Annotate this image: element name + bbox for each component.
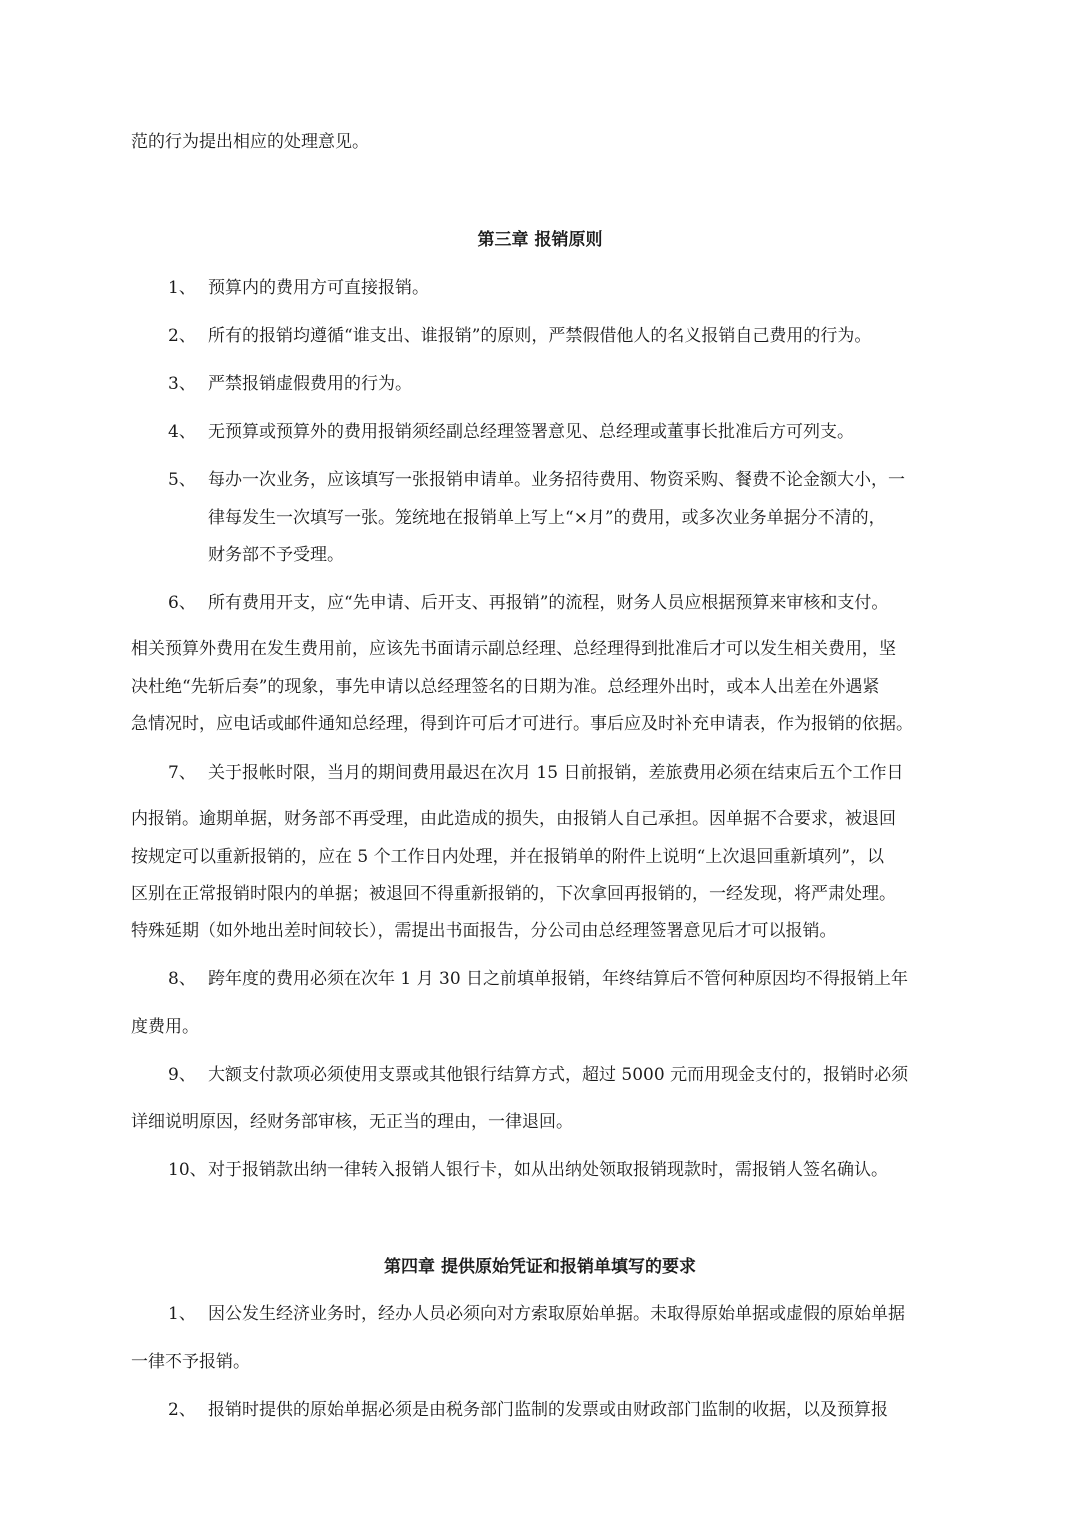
list-item-continuation: 一律不予报销。 [131,1352,250,1372]
chapter4-title: 第四章 提供原始凭证和报销单填写的要求 [384,1257,696,1277]
list-item: 2、 报销时提供的原始单据必须是由税务部门监制的发票或由财政部门监制的收据，以及预算报 [168,1400,888,1420]
list-item-continuation: 区别在正常报销时限内的单据；被退回不得重新报销的，下次拿回再报销的，一经发现，将严肃处理。 [131,884,896,904]
list-item-continuation: 特殊延期（如外地出差时间较长），需提出书面报告，分公司由总经理签署意见后才可以报销。 [131,921,837,941]
list-item: 1、 预算内的费用方可直接报销。 [168,278,429,298]
list-item: 3、 严禁报销虚假费用的行为。 [168,374,412,394]
intro-text: 范的行为提出相应的处理意见。 [131,132,369,152]
list-item-continuation: 决杜绝“先斩后奏”的现象，事先申请以总经理签名的日期为准。总经理外出时，或本人出差在外遇紧 [131,677,880,697]
list-item-continuation: 财务部不予受理。 [208,545,344,565]
list-item-continuation: 详细说明原因，经财务部审核，无正当的理由，一律退回。 [131,1112,573,1132]
list-item-continuation: 内报销。逾期单据，财务部不再受理，由此造成的损失，由报销人自己承担。因单据不合要求，被退回 [131,809,896,829]
list-item: 1、 因公发生经济业务时，经办人员必须向对方索取原始单据。未取得原始单据或虚假的原始单据 [168,1304,905,1324]
list-item-continuation: 按规定可以重新报销的，应在 5 个工作日内处理，并在报销单的附件上说明“上次退回重新填列”，以 [131,847,885,867]
list-item: 5、 每办一次业务，应该填写一张报销申请单。业务招待费用、物资采购、餐费不论金额大小，一 [168,470,905,490]
list-item-continuation: 律每发生一次填写一张。笼统地在报销单上写上“×月”的费用，或多次业务单据分不清的， [208,508,886,528]
list-item-continuation: 相关预算外费用在发生费用前，应该先书面请示副总经理、总经理得到批准后才可以发生相关费用，坚 [131,639,896,659]
list-item: 10、对于报销款出纳一律转入报销人银行卡，如从出纳处领取报销现款时，需报销人签名确认。 [168,1160,888,1180]
list-item: 8、 跨年度的费用必须在次年 1 月 30 日之前填单报销，年终结算后不管何种原因均不得报销上年 [168,969,909,989]
list-item-continuation: 度费用。 [131,1017,199,1037]
list-item: 9、 大额支付款项必须使用支票或其他银行结算方式，超过 5000 元而用现金支付的，报销时必须 [168,1065,909,1085]
list-item: 6、 所有费用开支，应“先申请、后开支、再报销”的流程，财务人员应根据预算来审核和支付。 [168,593,889,613]
list-item: 4、 无预算或预算外的费用报销须经副总经理签署意见、总经理或董事长批准后方可列支。 [168,422,854,442]
list-item: 7、 关于报帐时限，当月的期间费用最迟在次月 15 日前报销，差旅费用必须在结束后五个工作日 [168,763,904,783]
chapter3-title: 第三章 报销原则 [477,230,603,250]
list-item-continuation: 急情况时，应电话或邮件通知总经理，得到许可后才可进行。事后应及时补充申请表，作为报销的依据。 [131,714,913,734]
list-item: 2、 所有的报销均遵循“谁支出、谁报销”的原则，严禁假借他人的名义报销自己费用的行为。 [168,326,872,346]
